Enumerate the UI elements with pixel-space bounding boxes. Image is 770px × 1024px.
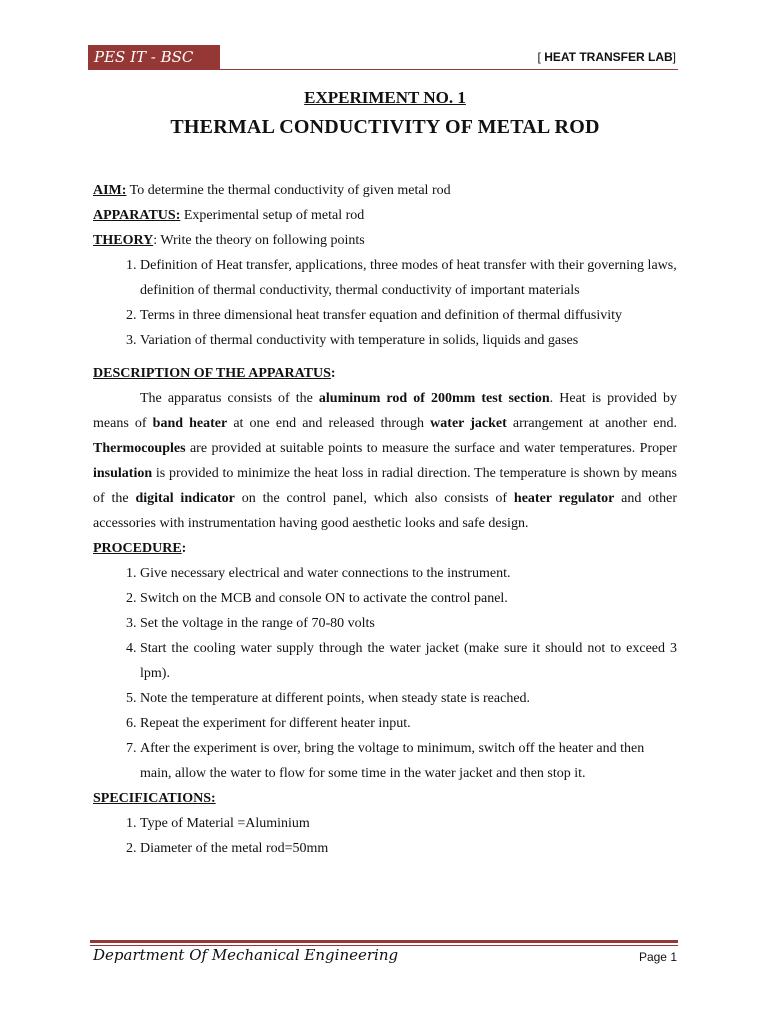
list-item: 2. Terms in three dimensional heat transfer equation and definition of thermal diffusivity xyxy=(140,303,677,328)
header-lab-tag: PES IT - BSC xyxy=(88,45,220,70)
page-number: Page 1 xyxy=(638,950,677,964)
specifications-list xyxy=(93,811,677,861)
procedure-steps xyxy=(93,561,677,786)
list-item: 5. Note the temperature at different points, when steady state is reached. xyxy=(140,686,677,711)
list-item: 2. Diameter of the metal rod=50mm xyxy=(140,836,677,861)
apparatus-text: Experimental setup of metal rod xyxy=(180,208,365,223)
procedure-heading: PROCEDURE: xyxy=(93,541,187,556)
apparatus-line xyxy=(93,203,677,228)
footer-department: Department Of Mechanical Engineering xyxy=(93,946,399,964)
header-course-title: [ HEAT TRANSFER LAB] xyxy=(537,50,676,64)
document-body xyxy=(93,178,677,861)
description-heading: DESCRIPTION OF THE APPARATUS: xyxy=(93,366,336,381)
list-item: 1. Give necessary electrical and water connections to the instrument. xyxy=(140,561,677,586)
apparatus-label: APPARATUS: xyxy=(93,208,181,223)
theory-line xyxy=(93,228,677,253)
list-item: 3. Set the voltage in the range of 70-80 volts xyxy=(140,611,677,636)
list-item: 2. Switch on the MCB and console ON to activate the control panel. xyxy=(140,586,677,611)
footer-rule-thick xyxy=(90,940,678,943)
description-paragraph: The apparatus consists of the aluminum rod of 200mm test section. Heat is provided by means of band heater at one end and released through water jacket arrangement at another end. Thermocouples are provided at suitable points to measure the surface and water temperatures. Proper insulation is provided to minimize the heat loss in radial direction. The temperature is shown by means of the digital indicator on the control panel, which also consists of heater regulator and other accessories with instrumentation having good aesthetic looks and safe design. xyxy=(93,391,678,531)
theory-label: THEORY xyxy=(93,233,154,248)
list-item: 6. Repeat the experiment for different heater input. xyxy=(140,711,677,736)
page-title: THERMAL CONDUCTIVITY OF METAL ROD xyxy=(170,116,600,138)
aim-label: AIM: xyxy=(93,183,127,198)
list-item: 1. Type of Material =Aluminium xyxy=(140,811,677,836)
list-item: 4. Start the cooling water supply through the water jacket (make sure it should not to exceed 3 lpm). xyxy=(140,636,677,686)
list-item: 3. Variation of thermal conductivity with temperature in solids, liquids and gases xyxy=(140,328,677,353)
header-rule xyxy=(220,69,678,70)
theory-points xyxy=(93,253,677,353)
list-item: 7. After the experiment is over, bring the voltage to minimum, switch off the heater and then main, allow the water to flow for some time in the water jacket and then stop it. xyxy=(140,736,677,786)
theory-text: : Write the theory on following points xyxy=(153,233,365,248)
experiment-number: EXPERIMENT NO. 1 xyxy=(304,88,466,107)
aim-line xyxy=(93,178,677,203)
specifications-heading: SPECIFICATIONS: xyxy=(93,791,216,806)
aim-text: To determine the thermal conductivity of given metal rod xyxy=(126,183,451,198)
list-item: 1. Definition of Heat transfer, applications, three modes of heat transfer with their governing laws, definition of thermal conductivity, thermal conductivity of important materials xyxy=(140,253,677,303)
